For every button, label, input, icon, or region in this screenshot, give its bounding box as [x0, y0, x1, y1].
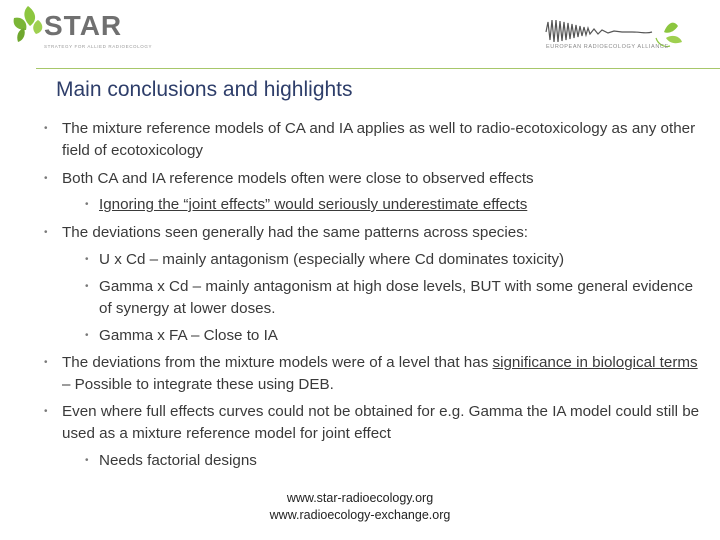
leaf-icon: [8, 2, 48, 46]
bullet-dot-icon: •: [44, 406, 48, 417]
star-logo: [8, 2, 153, 52]
bullet-dot-icon: •: [85, 455, 89, 466]
bullet-item: • Both CA and IA reference models often were close to observed effects: [44, 168, 704, 190]
slide-title: Main conclusions and highlights: [56, 78, 353, 101]
era-tagline: EUROPEAN RADIOECOLOGY ALLIANCE: [546, 44, 669, 50]
bullet-dot-icon: •: [44, 173, 48, 184]
sub-bullet-item: • U x Cd – mainly antagonism (especially where Cd dominates toxicity): [44, 249, 704, 271]
star-wordmark: STAR: [44, 10, 123, 41]
sub-bullet-item: • Needs factorial designs: [44, 450, 704, 472]
footer-link-exchange[interactable]: www.radioecology-exchange.org: [269, 508, 451, 522]
bullet-item: • The deviations seen generally had the same patterns across species:: [44, 222, 704, 244]
bullet-item: • Even where full effects curves could not be obtained for e.g. Gamma the IA model could still be used as a mixture reference model for joint effect: [44, 403, 700, 442]
bullet-list: [44, 118, 704, 472]
bullet-dot-icon: •: [85, 199, 89, 210]
sub-bullet-item: • Gamma x FA – Close to IA: [44, 325, 704, 347]
bullet-item: • The mixture reference models of CA and IA applies as well to radio-ecotoxicology as any other field of ecotoxicology: [44, 120, 696, 159]
sub-bullet-item: • Gamma x Cd – mainly antagonism at high dose levels, BUT with some general evidence of synergy at lower doses.: [85, 278, 694, 317]
bullet-dot-icon: •: [85, 330, 89, 341]
header-divider: [36, 68, 720, 69]
bullet-dot-icon: •: [44, 123, 48, 134]
sub-bullet-item: • Ignoring the “joint effects” would seriously underestimate effects: [44, 194, 704, 216]
star-tagline: STRATEGY FOR ALLIED RADIOECOLOGY: [44, 44, 153, 49]
footer-link-star[interactable]: www.star-radioecology.org: [286, 491, 434, 505]
bullet-dot-icon: •: [85, 281, 89, 292]
bullet-dot-icon: •: [44, 227, 48, 238]
bullet-dot-icon: •: [85, 254, 89, 265]
bullet-dot-icon: •: [44, 357, 48, 368]
bullet-item: • The deviations from the mixture models were of a level that has significance in biological terms – Possible to integrate these using DEB.: [44, 354, 698, 393]
footer-links: [0, 490, 720, 524]
